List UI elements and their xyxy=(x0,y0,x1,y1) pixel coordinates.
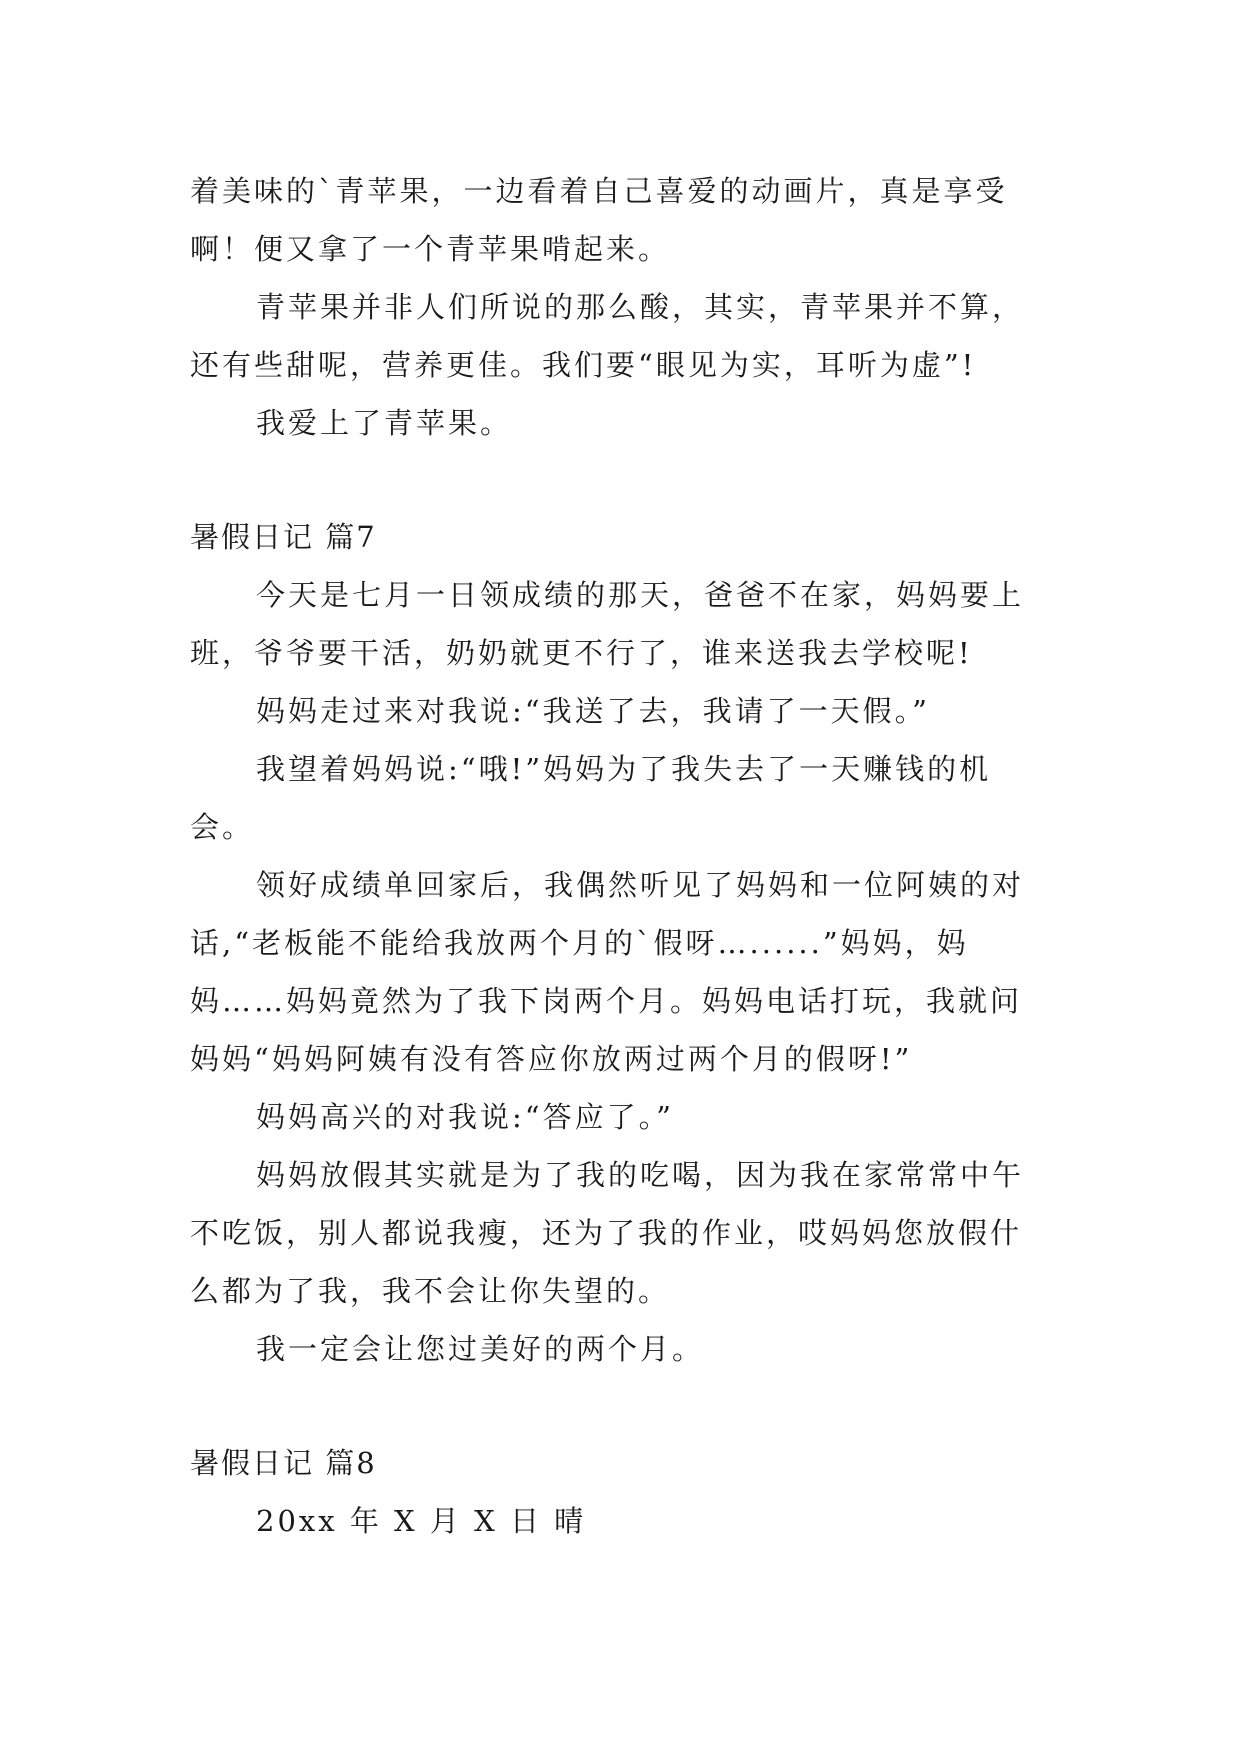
section-gap xyxy=(190,452,1060,508)
section-title-7: 暑假日记 篇7 xyxy=(190,520,377,554)
paragraph-line: 我爱上了青苹果。 xyxy=(256,406,513,440)
text-line: 不吃饭，别人都说我瘦，还为了我的作业，哎妈妈您放假什 xyxy=(190,1216,1023,1250)
paragraph-line: 今天是七月一日领成绩的那天，爸爸不在家，妈妈要上 xyxy=(256,578,1025,612)
paragraph-line: 妈妈走过来对我说:“我送了去，我请了一天假。” xyxy=(256,694,930,728)
text-line: 会。 xyxy=(190,810,255,844)
section-gap xyxy=(190,1378,1060,1434)
date-line: 20xx 年 X 月 X 日 晴 xyxy=(256,1504,587,1538)
text-line: 啊！便又拿了一个青苹果啃起来。 xyxy=(190,232,671,266)
document-body xyxy=(190,162,1060,1550)
text-line: 还有些甜呢，营养更佳。我们要“眼见为实，耳听为虚”! xyxy=(190,348,977,382)
paragraph-line: 我望着妈妈说:“哦!”妈妈为了我失去了一天赚钱的机 xyxy=(256,752,992,786)
paragraph-line: 妈妈放假其实就是为了我的吃喝，因为我在家常常中午 xyxy=(256,1158,1025,1192)
text-line: 着美味的`青苹果，一边看着自己喜爱的动画片，真是享受 xyxy=(190,174,1008,208)
paragraph-line: 青苹果并非人们所说的那么酸，其实，青苹果并不算， xyxy=(256,290,1025,324)
paragraph-line: 领好成绩单回家后，我偶然听见了妈妈和一位阿姨的对 xyxy=(256,868,1025,902)
text-line: 么都为了我，我不会让你失望的。 xyxy=(190,1274,671,1308)
section-title-8: 暑假日记 篇8 xyxy=(190,1446,377,1480)
text-line: 妈……妈妈竟然为了我下岗两个月。妈妈电话打玩，我就问 xyxy=(190,984,1023,1018)
text-line: 话,“老板能不能给我放两个月的`假呀…......”妈妈，妈 xyxy=(190,926,969,960)
paragraph-line: 我一定会让您过美好的两个月。 xyxy=(256,1332,705,1366)
text-line: 班，爷爷要干活，奶奶就更不行了，谁来送我去学校呢! xyxy=(190,636,973,670)
paragraph-line: 妈妈高兴的对我说:“答应了。” xyxy=(256,1100,674,1134)
text-line: 妈妈“妈妈阿姨有没有答应你放两过两个月的假呀!” xyxy=(190,1042,913,1076)
